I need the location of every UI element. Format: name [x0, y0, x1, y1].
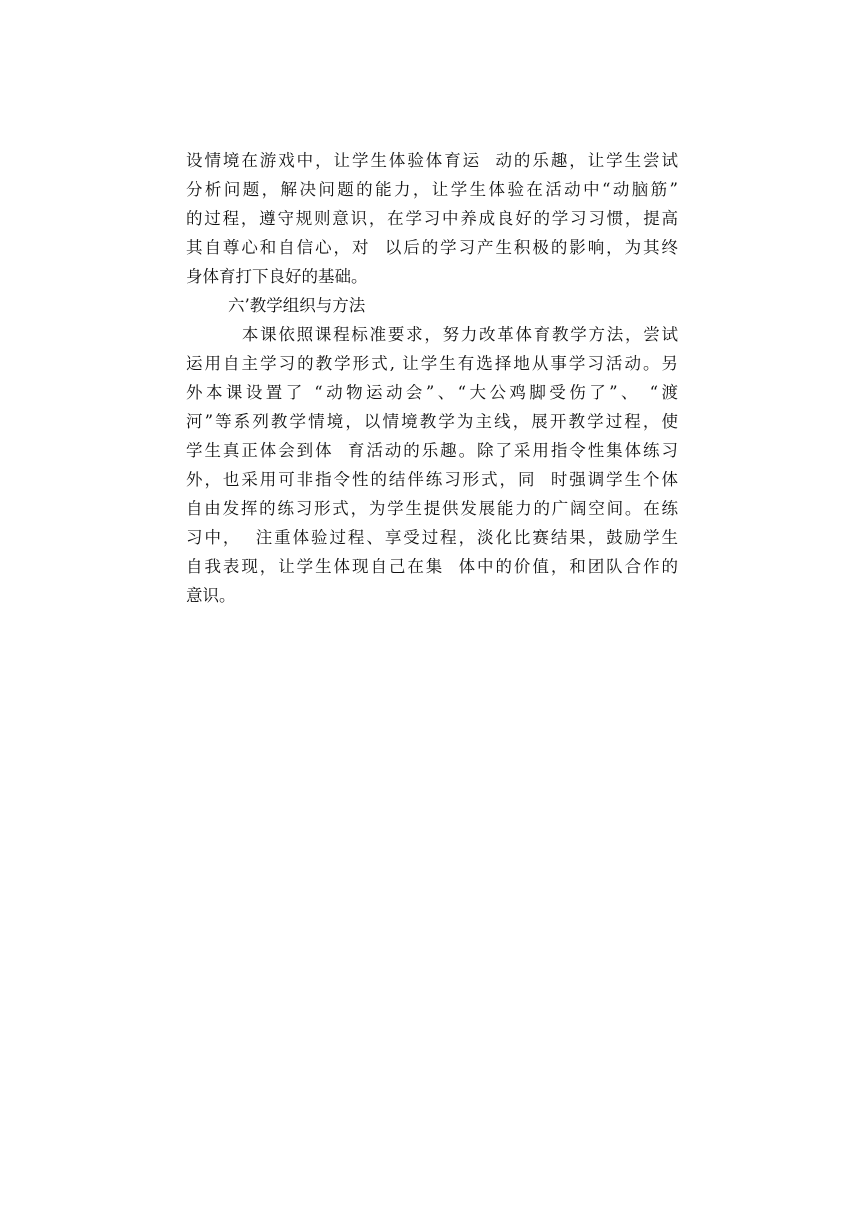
text-line: 本课依照课程标准要求，努力改革体育教学方法，尝试: [186, 325, 678, 344]
text-line: 身体育打下良好的基础。: [186, 267, 368, 286]
text-line: 自由发挥的练习形式，为学生提供发展能力的广阔空间。在练: [186, 499, 678, 518]
section-heading: 六’教学组织与方法: [186, 296, 366, 315]
text-line: 习中， 注重体验过程、享受过程，淡化比赛结果，鼓励学生: [186, 528, 678, 547]
text-line: 外本课设置了 “动物运动会”、“大公鸡脚受伤了”、 “渡: [186, 383, 678, 402]
text-line: 河”等系列教学情境，以情境教学为主线，展开教学过程，使: [186, 412, 678, 431]
text-line: 分析问题，解决问题的能力，让学生体验在活动中“动脑筋”: [186, 180, 678, 199]
text-line: 意识。: [186, 586, 236, 605]
text-line: 学生真正体会到体 育活动的乐趣。除了采用指令性集体练习: [186, 441, 678, 460]
text-line: 运用自主学习的教学形式, 让学生有选择地从事学习活动。另: [186, 354, 678, 373]
text-line: 自我表现，让学生体现自己在集 体中的价值，和团队合作的: [186, 557, 678, 576]
text-line: 设情境在游戏中，让学生体验体育运 动的乐趣，让学生尝试: [186, 151, 678, 170]
text-line: 外，也采用可非指令性的结伴练习形式，同 时强调学生个体: [186, 470, 678, 489]
text-line: 的过程，遵守规则意识，在学习中养成良好的学习习惯，提高: [186, 209, 678, 228]
body-text: [186, 146, 678, 610]
text-line: 其自尊心和自信心，对 以后的学习产生积极的影响，为其终: [186, 238, 678, 257]
